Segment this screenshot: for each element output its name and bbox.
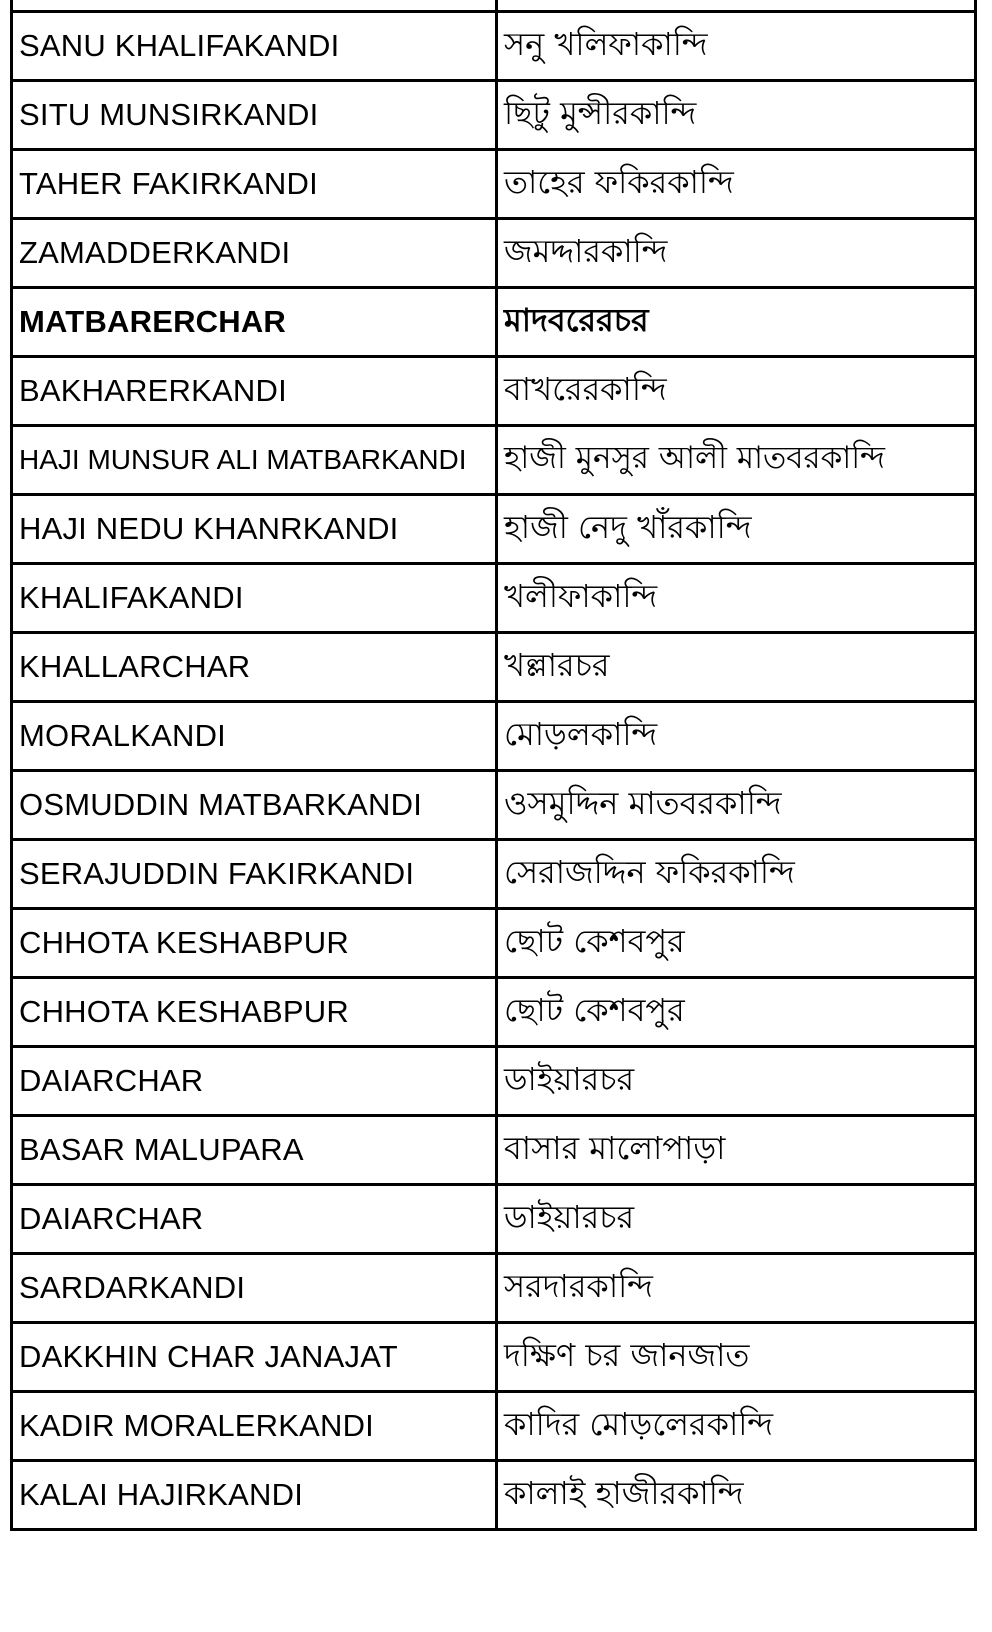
english-name-cell: OSMUDDIN MATBARKANDI	[10, 772, 498, 838]
table-row	[10, 841, 977, 910]
english-name-cell: KHALIFAKANDI	[10, 565, 498, 631]
bengali-name-cell: খলীফাকান্দি	[498, 565, 977, 631]
table-row	[10, 1048, 977, 1117]
english-name-cell: SITU MUNSIRKANDI	[10, 82, 498, 148]
table-row	[10, 1117, 977, 1186]
table-row	[10, 1255, 977, 1324]
table-row	[10, 151, 977, 220]
bengali-name-cell: বাখরেরকান্দি	[498, 358, 977, 424]
english-name-cell: CHHOTA KESHABPUR	[10, 910, 498, 976]
bengali-name-cell: ছোট কেশবপুর	[498, 979, 977, 1045]
bengali-name-cell: বাসার মালোপাড়া	[498, 1117, 977, 1183]
english-name-cell: DAIARCHAR	[10, 1048, 498, 1114]
english-name-cell: BAKHARERKANDI	[10, 358, 498, 424]
bengali-name-cell: তাহের ফকিরকান্দি	[498, 151, 977, 217]
column-divider-left	[10, 0, 498, 10]
bengali-name-cell: জমদ্দারকান্দি	[498, 220, 977, 286]
bengali-name-cell: মোড়লকান্দি	[498, 703, 977, 769]
table-row	[10, 703, 977, 772]
english-name-cell: DAIARCHAR	[10, 1186, 498, 1252]
bengali-name-cell: মাদবরেরচর	[498, 289, 977, 355]
table-row	[10, 910, 977, 979]
table-row	[10, 427, 977, 496]
bengali-name-cell: ছোট কেশবপুর	[498, 910, 977, 976]
english-name-cell: SANU KHALIFAKANDI	[10, 13, 498, 79]
bengali-name-cell: হাজী মুনসুর আলী মাতবরকান্দি	[498, 427, 977, 493]
bengali-name-cell: কাদির মোড়লেরকান্দি	[498, 1393, 977, 1459]
table-row	[10, 1324, 977, 1393]
english-name-cell: KADIR MORALERKANDI	[10, 1393, 498, 1459]
bengali-name-cell: হাজী নেদু খাঁরকান্দি	[498, 496, 977, 562]
bengali-name-cell: ওসমুদ্দিন মাতবরকান্দি	[498, 772, 977, 838]
table-row	[10, 979, 977, 1048]
english-name-cell: SARDARKANDI	[10, 1255, 498, 1321]
bengali-name-cell: ডাইয়ারচর	[498, 1048, 977, 1114]
bengali-name-cell: সেরাজদ্দিন ফকিরকান্দি	[498, 841, 977, 907]
english-name-cell: KHALLARCHAR	[10, 634, 498, 700]
bengali-name-cell: ডাইয়ারচর	[498, 1186, 977, 1252]
english-name-cell: KALAI HAJIRKANDI	[10, 1462, 498, 1528]
english-name-cell: TAHER FAKIRKANDI	[10, 151, 498, 217]
bengali-name-cell: সরদারকান্দি	[498, 1255, 977, 1321]
bengali-name-cell: দক্ষিণ চর জানজাত	[498, 1324, 977, 1390]
english-name-cell: ZAMADDERKANDI	[10, 220, 498, 286]
bengali-name-cell: সনু খলিফাকান্দি	[498, 13, 977, 79]
table-row	[10, 496, 977, 565]
column-divider-right	[498, 0, 977, 10]
table-row	[10, 634, 977, 703]
table-row	[10, 220, 977, 289]
english-name-cell: BASAR MALUPARA	[10, 1117, 498, 1183]
english-name-cell: CHHOTA KESHABPUR	[10, 979, 498, 1045]
table-row-heading	[10, 289, 977, 358]
table-row	[10, 1462, 977, 1531]
table-row	[10, 565, 977, 634]
english-name-cell: SERAJUDDIN FAKIRKANDI	[10, 841, 498, 907]
table-row	[10, 82, 977, 151]
table-row	[10, 1393, 977, 1462]
table-top-stub	[10, 0, 977, 10]
table-row	[10, 772, 977, 841]
english-name-cell: MORALKANDI	[10, 703, 498, 769]
bengali-name-cell: খল্লারচর	[498, 634, 977, 700]
bengali-name-cell: ছিটু মুন্সীরকান্দি	[498, 82, 977, 148]
bengali-name-cell: কালাই হাজীরকান্দি	[498, 1462, 977, 1528]
english-name-cell: HAJI MUNSUR ALI MATBARKANDI	[10, 427, 498, 493]
english-name-cell: HAJI NEDU KHANRKANDI	[10, 496, 498, 562]
table-row	[10, 1186, 977, 1255]
table-row	[10, 358, 977, 427]
table-row	[10, 13, 977, 82]
english-name-cell: DAKKHIN CHAR JANAJAT	[10, 1324, 498, 1390]
english-name-cell: MATBARERCHAR	[10, 289, 498, 355]
place-names-table	[10, 10, 977, 1531]
